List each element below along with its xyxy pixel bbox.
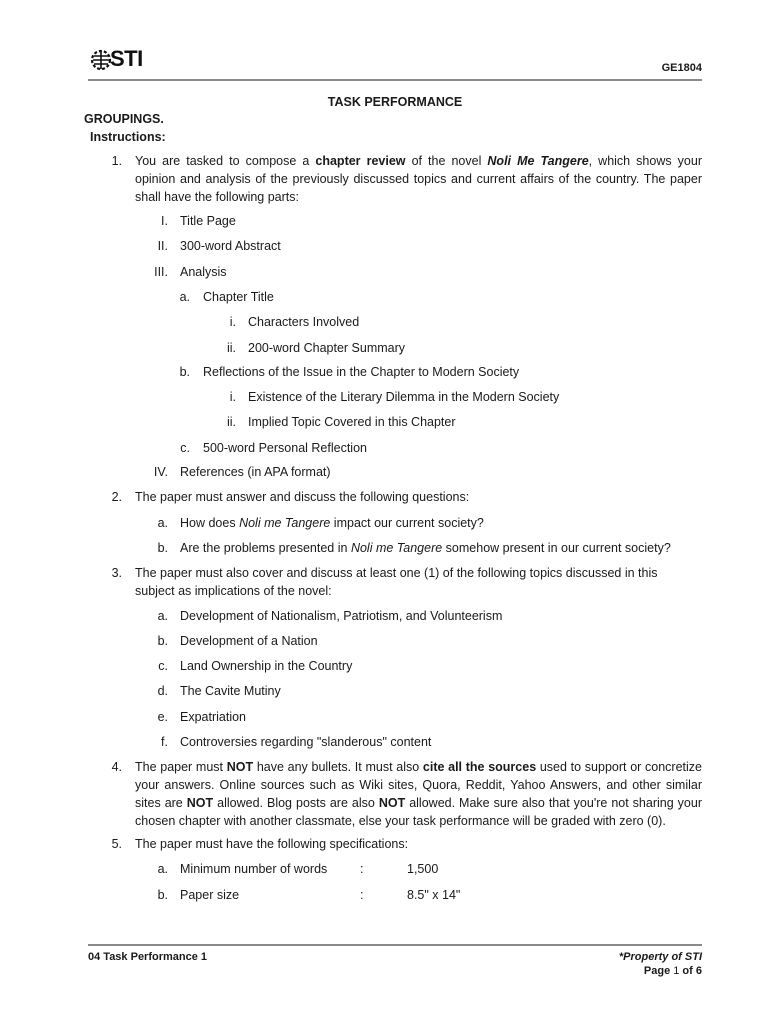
item-4-line-2: your answers. Online sources such as Wiki sites, Quora, Reddit, Yahoo Answers, and other similar xyxy=(135,778,702,792)
analysis-personal-reflection: 500-word Personal Reflection xyxy=(203,441,367,455)
part-number: I. xyxy=(161,214,168,228)
text-run: How does xyxy=(180,516,240,530)
text-run: allowed. Blog posts are also xyxy=(213,796,379,810)
emphasis-not: NOT xyxy=(226,760,254,774)
item-1-number: 1. xyxy=(111,154,122,168)
question-b xyxy=(180,539,671,557)
analysis-letter: a. xyxy=(179,290,190,304)
topic-letter: f. xyxy=(161,735,168,749)
part-analysis: Analysis xyxy=(180,265,227,279)
emphasis-not: NOT xyxy=(378,796,406,810)
spec-value: 8.5" x 14" xyxy=(407,888,461,902)
topic-letter: e. xyxy=(157,710,168,724)
page-title: TASK PERFORMANCE xyxy=(327,95,463,109)
analysis-characters: Characters Involved xyxy=(248,315,360,329)
groupings-heading: GROUPINGS. xyxy=(84,112,164,126)
topic-letter: a. xyxy=(157,609,168,623)
emphasis-cite: cite all the sources xyxy=(422,760,537,774)
part-title-page: Title Page xyxy=(180,214,236,228)
part-number: II. xyxy=(157,239,168,253)
analysis-chapter-title: Chapter Title xyxy=(203,290,274,304)
analysis-letter: c. xyxy=(180,441,190,455)
item-1-paragraph xyxy=(135,152,702,206)
topic-item: The Cavite Mutiny xyxy=(180,684,281,698)
text-run: used to support or concretize xyxy=(536,760,702,774)
item-3-line-2: subject as implications of the novel: xyxy=(135,584,332,598)
sti-logo xyxy=(90,46,148,74)
spec-letter: b. xyxy=(157,888,168,902)
text-run: Page xyxy=(643,965,674,977)
part-number: III. xyxy=(154,265,168,279)
part-references: References (in APA format) xyxy=(180,465,331,479)
spec-label: Paper size xyxy=(180,888,240,902)
item-5-text: The paper must have the following specifications: xyxy=(135,837,409,851)
novel-title: Noli me Tangere xyxy=(350,541,443,555)
footer-property: *Property of STI xyxy=(618,951,702,963)
analysis-roman: ii. xyxy=(226,415,236,429)
analysis-reflections: Reflections of the Issue in the Chapter to Modern Society xyxy=(203,365,520,379)
analysis-roman: i. xyxy=(229,315,236,329)
spec-separator: : xyxy=(360,888,364,902)
text-run: have any bullets. It must also xyxy=(253,760,423,774)
part-abstract: 300-word Abstract xyxy=(180,239,281,253)
item-4-line-4: chosen chapter with another classmate, else your task performance will be graded with zero (0). xyxy=(135,814,666,828)
novel-title: Noli Me Tangere xyxy=(487,154,589,168)
text-run: somehow present in our current society? xyxy=(442,541,671,555)
item-1-line-3: shall have the following parts: xyxy=(135,190,299,204)
topic-item: Land Ownership in the Country xyxy=(180,659,353,673)
analysis-roman: i. xyxy=(229,390,236,404)
item-3-line-1: The paper must also cover and discuss at least one (1) of the following topics discussed in this xyxy=(135,566,658,580)
text-run: sites are xyxy=(135,796,187,810)
emphasis-not: NOT xyxy=(186,796,214,810)
item-4-paragraph xyxy=(135,758,702,830)
topic-item: Development of Nationalism, Patriotism, and Volunteerism xyxy=(180,609,503,623)
question-letter: a. xyxy=(157,516,168,530)
topic-letter: d. xyxy=(157,684,168,698)
question-a xyxy=(180,514,484,532)
spec-separator: : xyxy=(360,862,364,876)
topic-letter: b. xyxy=(157,634,168,648)
chapter-review-bold: chapter review xyxy=(315,154,406,168)
topic-item: Controversies regarding "slanderous" content xyxy=(180,735,432,749)
item-3-number: 3. xyxy=(111,566,122,580)
text-run: allowed. Make sure also that you're not sharing your xyxy=(405,796,702,810)
item-2-number: 2. xyxy=(111,490,122,504)
item-5-number: 5. xyxy=(111,837,122,851)
spec-letter: a. xyxy=(157,862,168,876)
spec-value: 1,500 xyxy=(407,862,439,876)
text-run: impact our current society? xyxy=(330,516,484,530)
novel-title: Noli me Tangere xyxy=(239,516,331,530)
footer-left: 04 Task Performance 1 xyxy=(88,951,208,963)
page-number xyxy=(644,965,702,977)
footer-divider xyxy=(88,944,702,946)
instructions-heading: Instructions: xyxy=(90,130,166,144)
text-run: The paper must xyxy=(135,760,227,774)
text-run: of the novel xyxy=(405,154,488,168)
analysis-letter: b. xyxy=(179,365,190,379)
item-2-text: The paper must answer and discuss the following questions: xyxy=(135,490,470,504)
analysis-existence: Existence of the Literary Dilemma in the Modern Society xyxy=(248,390,560,404)
analysis-summary: 200-word Chapter Summary xyxy=(248,341,406,355)
analysis-roman: ii. xyxy=(226,341,236,355)
text-run: Are the problems presented in xyxy=(180,541,351,555)
header-divider xyxy=(88,79,702,81)
text-run: of xyxy=(679,965,696,977)
item-4-number: 4. xyxy=(111,760,122,774)
spec-label: Minimum number of words xyxy=(180,862,328,876)
course-code: GE1804 xyxy=(661,62,702,74)
topic-item: Development of a Nation xyxy=(180,634,318,648)
analysis-implied-topic: Implied Topic Covered in this Chapter xyxy=(248,415,456,429)
text-run: , which shows your xyxy=(588,154,702,168)
total-pages: 6 xyxy=(695,965,702,977)
question-letter: b. xyxy=(157,541,168,555)
topic-letter: c. xyxy=(158,659,168,673)
part-number: IV. xyxy=(153,465,168,479)
text-run: You are tasked to compose a xyxy=(135,154,316,168)
item-1-line-2: opinion and analysis of the previously discussed topics and current affairs of the country. The paper xyxy=(135,172,702,186)
current-page: 1 xyxy=(673,965,680,977)
topic-item: Expatriation xyxy=(180,710,247,724)
logo-text: STI xyxy=(110,46,143,71)
